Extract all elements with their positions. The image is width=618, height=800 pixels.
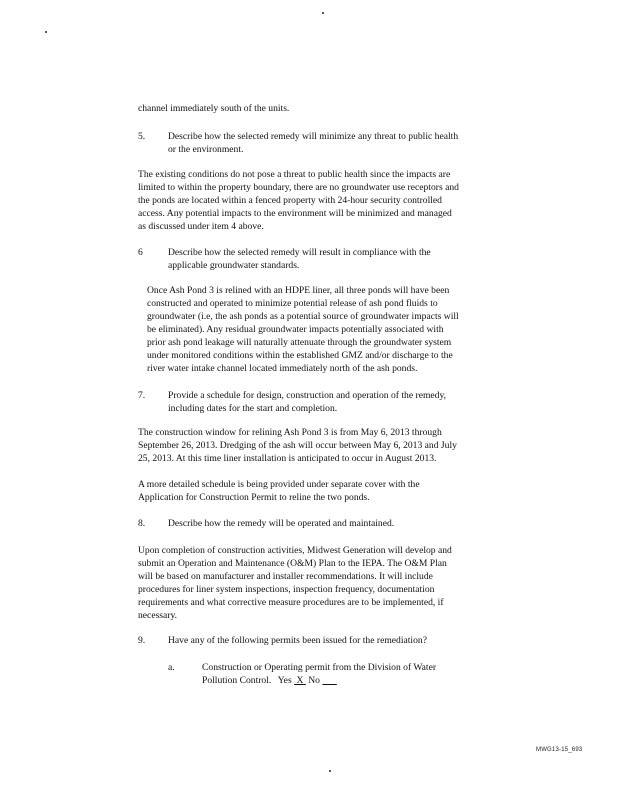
item-question: Provide a schedule for design, construction and operation of the remedy, including dates for the start and completion.	[168, 390, 447, 414]
item-number: 7.	[138, 390, 146, 401]
item-answer: The construction window for relining Ash Pond 3 is from May 6, 2013 through September 26, 2013. Dredging of the ash will occur between May 6, 2013 and July 25, 2013. At this time liner installation is anticipated to occur in August 2013.	[138, 427, 457, 464]
sub-item-text-line2: Pollution Control.	[202, 675, 272, 686]
item-answer: Upon completion of construction activities, Midwest Generation will develop and submit an Operation and Maintenance (O&M) Plan to the IEPA. The O&M Plan will be based on manufacturer and installer recommendations. It will include procedures for liner system inspections, inspection frequency, documentation requirements and what corrective measure procedures are to be implemented, if necessary.	[138, 545, 452, 621]
document-id: MWG13-15_693	[536, 747, 583, 753]
scan-speck	[322, 12, 324, 14]
item-answer: The existing conditions do not pose a threat to public health since the impacts are limited to within the property boundary, there are no groundwater use receptors and the ponds are located within a fenced property with 24-hour security controlled access. Any potential impacts to the environment will be minimized and managed as discussed under item 4 above.	[138, 169, 459, 232]
sub-item-text: Construction or Operating permit from the Division of Water Pollution Control. Yes X No	[202, 662, 437, 686]
item-question: Have any of the following permits been issued for the remediation?	[168, 635, 427, 646]
item-number: 9.	[138, 635, 146, 646]
no-checkbox[interactable]	[322, 675, 336, 686]
sub-item-letter: a.	[168, 662, 175, 673]
item-question: Describe how the selected remedy will minimize any threat to public health or the environment.	[168, 131, 459, 155]
yes-label: Yes	[277, 675, 292, 686]
item-answer: Once Ash Pond 3 is relined with an HDPE liner, all three ponds will have been constructed and operated to minimize potential release of ash pond fluids to groundwater (i.e, the ash ponds as a potential source of groundwater impacts will be eliminated). Any residual groundwater impacts potentially associated with prior ash pond leakage will naturally attenuate through the groundwater system under monitored conditions within the established GMZ and/or discharge to the river water intake channel located immediately north of the ash ponds.	[147, 285, 459, 374]
no-label: No	[308, 675, 320, 686]
item-question: Describe how the remedy will be operated and maintained.	[168, 518, 395, 529]
scan-speck	[45, 31, 47, 33]
item-number: 6	[138, 247, 143, 258]
item-number: 5.	[138, 131, 146, 142]
opening-line: channel immediately south of the units.	[138, 103, 290, 114]
scan-speck	[329, 770, 331, 772]
yes-checkbox[interactable]: X	[296, 675, 304, 686]
item-question: Describe how the selected remedy will result in compliance with the applicable groundwater standards.	[168, 247, 431, 271]
item-number: 8.	[138, 518, 146, 529]
item-answer-extra: A more detailed schedule is being provided under separate cover with the Application for Construction Permit to reline the two ponds.	[138, 479, 420, 503]
